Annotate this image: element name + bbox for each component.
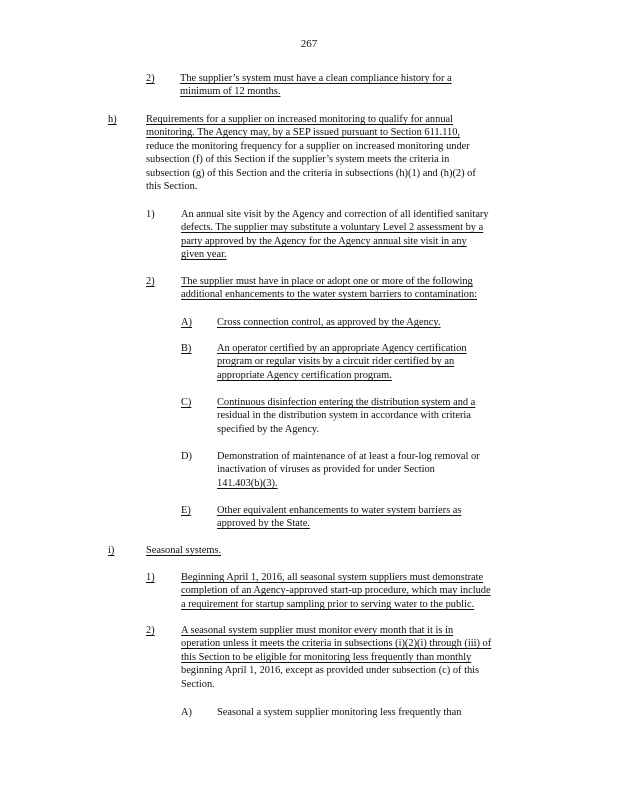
- paragraph-label: E): [181, 505, 191, 516]
- paragraph-label: h): [108, 114, 117, 125]
- paragraph-label: A): [181, 707, 192, 718]
- paragraph-line: A seasonal system supplier must monitor every month that it is in: [181, 625, 454, 636]
- paragraph-line: An operator certified by an appropriate Agency certification: [217, 343, 467, 354]
- paragraph-line: Requirements for a supplier on increased monitoring to qualify for annual: [146, 114, 454, 125]
- paragraph-line: subsection (f) of this Section if the supplier’s system meets the criteria in: [146, 154, 450, 166]
- paragraph-label: 2): [146, 625, 155, 636]
- paragraph-line: The supplier must have in place or adopt one or more of the following: [181, 276, 473, 287]
- paragraph-line: 141.403(b)(3).: [217, 477, 278, 489]
- paragraph-label: 2): [146, 276, 155, 287]
- paragraph-line: beginning April 1, 2016, except as provided under subsection (c) of this: [181, 665, 480, 677]
- paragraph-line: program or regular visits by a circuit rider certified by an: [217, 356, 455, 368]
- paragraph-line: given year.: [181, 249, 227, 261]
- paragraph-line: Continuous disinfection entering the distribution system and a: [217, 397, 476, 408]
- paragraph-line: party approved by the Agency for the Agency annual site visit in any: [181, 235, 467, 247]
- paragraph-label: C): [181, 397, 192, 408]
- paragraph-line: approved by the State.: [217, 518, 310, 530]
- paragraph-line: Beginning April 1, 2016, all seasonal system suppliers must demonstrate: [181, 572, 484, 583]
- paragraph-label: i): [108, 545, 115, 556]
- paragraph-label: B): [181, 343, 192, 354]
- paragraph-line: The supplier’s system must have a clean compliance history for a: [180, 73, 452, 84]
- paragraph-line: minimum of 12 months.: [180, 86, 281, 98]
- paragraph-line: Demonstration of maintenance of at least a four-log removal or: [217, 451, 480, 462]
- page-number: 267: [300, 38, 318, 50]
- paragraph-label: A): [181, 317, 192, 328]
- paragraph-line: additional enhancements to the water system barriers to contamination:: [181, 289, 478, 301]
- paragraph-label: D): [181, 451, 192, 462]
- paragraph-line: Seasonal systems.: [146, 545, 222, 556]
- paragraph-line: An annual site visit by the Agency and correction of all identified sanitary: [181, 209, 489, 220]
- paragraph-line: Seasonal a system supplier monitoring less frequently than: [217, 707, 462, 718]
- paragraph-line: reduce the monitoring frequency for a supplier on increased monitoring under: [146, 140, 470, 152]
- paragraph-label: 2): [146, 73, 155, 84]
- paragraph-line: Section.: [181, 678, 215, 690]
- paragraph-line: residual in the distribution system in accordance with criteria: [217, 410, 471, 422]
- paragraph-line: defects. The supplier may substitute a voluntary Level 2 assessment by a: [181, 222, 484, 234]
- paragraph-line: subsection (g) of this Section and the criteria in subsections (h)(1) and (h)(2) of: [146, 167, 476, 179]
- paragraph-line: inactivation of viruses as provided for under Section: [217, 464, 435, 476]
- paragraph-line: a requirement for startup sampling prior to serving water to the public.: [181, 598, 475, 610]
- paragraph-line: completion of an Agency-approved start-up procedure, which may include: [181, 585, 491, 597]
- paragraph-line: appropriate Agency certification program.: [217, 369, 392, 381]
- paragraph-line: this Section.: [146, 181, 198, 193]
- paragraph-line: specified by the Agency.: [217, 423, 320, 435]
- paragraph-line: Other equivalent enhancements to water system barriers as: [217, 505, 462, 516]
- paragraph-line: this Section to be eligible for monitoring less frequently than monthly: [181, 651, 472, 663]
- paragraph-line: operation unless it meets the criteria in subsections (i)(2)(i) through (iii) of: [181, 638, 492, 650]
- paragraph-line: monitoring. The Agency may, by a SEP issued pursuant to Section 611.110,: [146, 127, 460, 139]
- paragraph-line: Cross connection control, as approved by the Agency.: [217, 317, 441, 328]
- paragraph-label: 1): [146, 209, 155, 220]
- paragraph-label: 1): [146, 572, 155, 583]
